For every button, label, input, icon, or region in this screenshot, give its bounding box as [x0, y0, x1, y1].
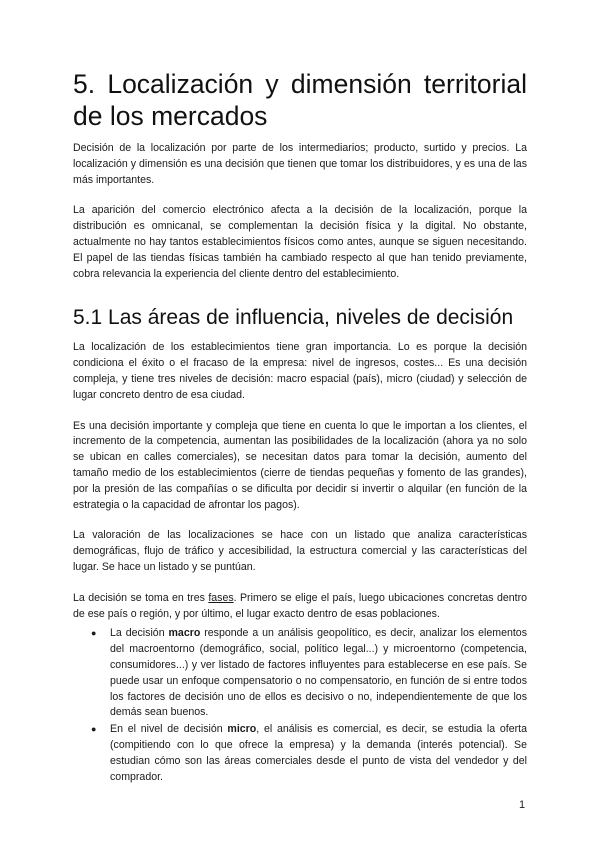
bullet-icon: ●	[91, 724, 97, 735]
macro-bold: macro	[168, 627, 201, 640]
section-paragraph-4	[73, 591, 527, 623]
section-paragraph-2: Es una decisión importante y compleja que tiene en cuenta lo que le importan a los clientes, el incremento de la competencia, aumentan las posibilidades de la localización (ahora ya no solo se ubican en calles comerciales), se necesitan datos para tomar la decisión, aumento del tamaño medio de los establecimientos (cierre de tiendas pequeñas y fomento de las grandes), por la presión de las compañías o se dificulta por decidir si invertir o alquilar (en función de la estrategia o la capacidad de afrontar los pagos).	[73, 419, 527, 511]
micro-bold: micro	[227, 723, 257, 736]
macro-text-pre: La decisión	[110, 627, 169, 640]
micro-text-pre: En el nivel de decisión	[110, 723, 228, 736]
phases-link[interactable]: fases	[208, 591, 234, 604]
phases-text-pre: La decisión se toma en tres	[73, 591, 209, 604]
section-paragraph-3: La valoración de las localizaciones se hace con un listado que analiza características demográficas, flujo de tráfico y accesibilidad, la estructura comercial y las características del lugar. Se hace un listado y se puntúan.	[73, 529, 527, 573]
list-item-macro	[91, 626, 527, 721]
bullet-icon: ●	[91, 628, 97, 639]
chapter-title	[73, 68, 527, 132]
phases-text-post: . Primero se elige el país, luego ubicaciones concretas dentro de ese país o región, y por último, el lugar exacto dentro de esas poblaciones.	[73, 591, 527, 620]
section-paragraph-1: La localización de los establecimientos tiene gran importancia. Lo es porque la decisión condiciona el éxito o el fracaso de la empresa: nivel de ingresos, costes... Es una decisión compleja, y tiene tres niveles de decisión: macro espacial (país), micro (ciudad) y selección de lugar concreto dentro de esa ciudad.	[73, 341, 527, 401]
intro-paragraph-2: La aparición del comercio electrónico afecta a la decisión de la localización, porque la distribución es omnicanal, se complementan la decisión física y la digital. No obstante, actualmente no hay tantos establecimientos físicos como antes, aunque se siguen necesitando. El papel de las tiendas físicas también ha cambiado respecto al que han tenido previamente, cobra relevancia la experiencia del cliente dentro del establecimiento.	[73, 204, 527, 280]
micro-text-post: , el análisis es comercial, es decir, se estudia la oferta (compitiendo con lo que ofrece la empresa) y la demanda (interés potencial). Se estudian cómo son las áreas comerciales desde el punto de vista del vendedor y del comprador.	[110, 723, 528, 783]
list-item-micro	[91, 722, 528, 785]
chapter-title-line-1: 5. Localización y dimensión territorial	[73, 69, 527, 99]
intro-paragraph-1: Decisión de la localización por parte de los intermediarios; producto, surtido y precios. La localización y dimensión es una decisión que tienen que tomar los distribuidores, y es una de las más importantes.	[73, 142, 527, 186]
document-page	[73, 68, 527, 786]
macro-text-post: responde a un análisis geopolítico, es decir, analizar los elementos del macroentorno (demográfico, social, político legal...) y microentorno (competencia, consumidores...) y ver listado de factores influyentes para establecerse en ese país. Se puede usar un enfoque compensatorio o no compensatorio, en función de si entre todos los factores de decisión uno de ellos es decisivo o no, independientemente de que los demás sean buenos.	[110, 627, 527, 719]
section-title: 5.1 Las áreas de influencia, niveles de decisión	[73, 306, 514, 330]
page-number: 1	[519, 799, 526, 811]
decision-levels-list	[73, 626, 527, 785]
chapter-title-line-2: de los mercados	[73, 101, 268, 131]
